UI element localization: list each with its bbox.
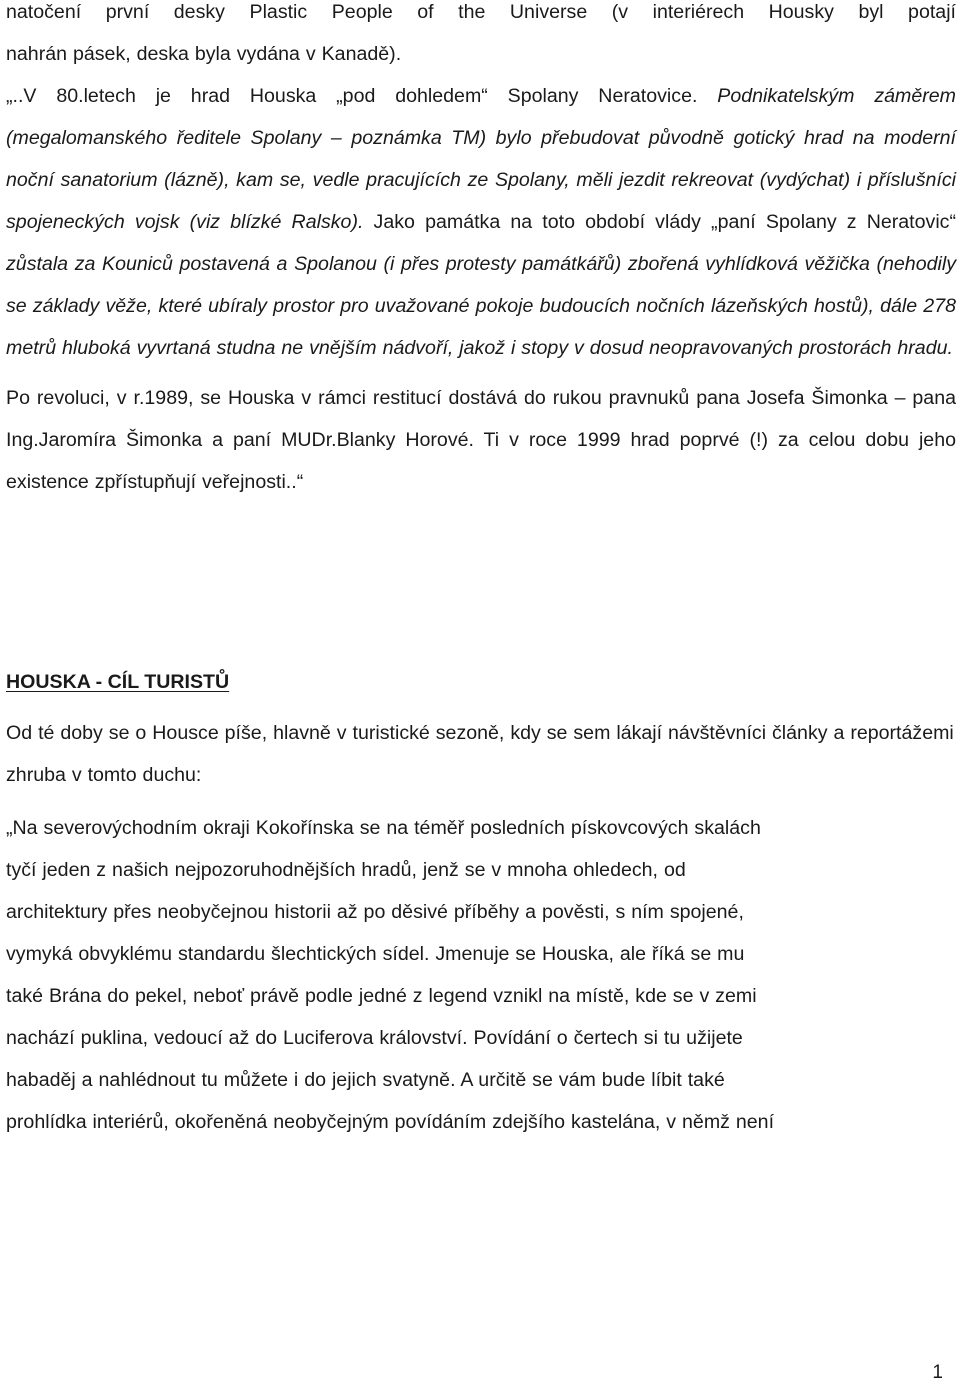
text-line: tyčí jeden z našich nejpozoruhodnějších hradů, jenž se v mnoha ohledech, od <box>6 859 686 881</box>
text-line: architektury přes neobyčejnou historii až po děsivé příběhy a pověsti, s ním spojené, <box>6 901 744 923</box>
italic-text-run: Podnikatelským záměrem (megalomanského ředitele Spolany – poznámka TM) bylo přebudovat původně gotický hrad na moderní noční sanatorium (lázně), kam se, vedle pracujících ze Spolany, měli jezdit rekreovat (vydýchat) i příslušníci spojeneckých vojsk (viz blízké Ralsko). <box>6 85 956 233</box>
text-line: vymyká obvyklému standardu šlechtických sídel. Jmenuje se Houska, ale říká se mu <box>6 943 745 965</box>
text-run: „..V 80.letech je hrad Houska „pod dohledem“ Spolany Neratovice. <box>6 85 718 107</box>
text-line: „Na severovýchodním okraji Kokořínska se na téměř posledních pískovcových skalách <box>6 817 761 839</box>
text-line: natočení první desky Plastic People of the Universe (v interiérech Housky byl potají <box>6 1 956 23</box>
text-line: nachází puklina, vedoucí až do Luciferova království. Povídání o čertech si tu užijete <box>6 1027 743 1049</box>
page-number: 1 <box>932 1362 943 1383</box>
section-heading: HOUSKA - CÍL TURISTŮ <box>6 671 230 693</box>
italic-text-run: zůstala za Kouniců postavená a Spolanou (i přes protesty památkářů) zbořená vyhlídková věžička (nehodily se základy věže, které ubíraly prostor pro uvažované pokoje budoucích nočních lázeňských hostů), dále 278 metrů hluboká vyvrtaná studna ne vnějším nádvoří, jakož i stopy v dosud neopravovaných prostorách hradu. <box>6 253 956 359</box>
text-run: Jako památka na toto období vlády „paní Spolany z Neratovic“ <box>363 211 956 233</box>
paragraph-tourism-intro: Od té doby se o Housce píše, hlavně v turistické sezoně, kdy se sem lákají návštěvníci články a reportážemi zhruba v tomto duchu: <box>6 722 954 786</box>
paragraph-history-spolana <box>6 0 956 369</box>
text-line: nahrán pásek, deska byla vydána v Kanadě). <box>6 43 402 65</box>
text-line: prohlídka interiérů, okořeněná neobyčejným povídáním zdejšího kastelána, v němž není <box>6 1111 775 1133</box>
text-line: habaděj a nahlédnout tu můžete i do jejich svatyně. A určitě se vám bude líbit také <box>6 1069 725 1091</box>
document-page <box>6 0 956 1133</box>
paragraph-quote <box>6 807 956 1143</box>
paragraph-restitution: Po revoluci, v r.1989, se Houska v rámci restitucí dostává do rukou pravnuků pana Josefa Šimonka – pana Ing.Jaromíra Šimonka a paní MUDr.Blanky Horové. Ti v roce 1999 hrad poprvé (!) za celou dobu jeho existence zpřístupňují veřejnosti..“ <box>6 387 956 493</box>
text-line: také Brána do pekel, neboť právě podle jedné z legend vznikl na místě, kde se v zemi <box>6 985 757 1007</box>
